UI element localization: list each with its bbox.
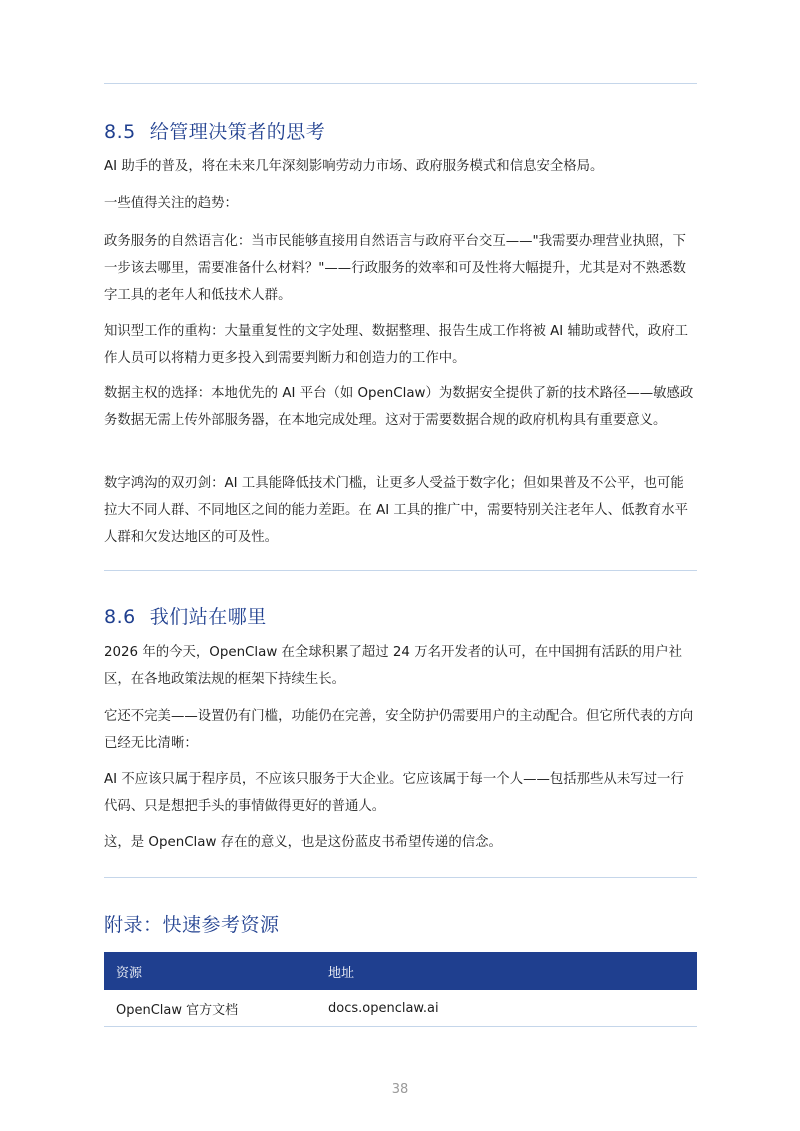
- section-8-5-number: 8.5: [104, 121, 136, 143]
- section-8-6-para-2: 它还不完美——设置仍有门槛，功能仍在完善，安全防护仍需要用户的主动配合。但它所代表的方向已经无比清晰：: [104, 709, 694, 751]
- appendix-divider: [104, 877, 697, 878]
- table-cell-resource: OpenClaw 官方文档: [104, 990, 316, 1027]
- table-cell-address-link[interactable]: docs.openclaw.ai: [316, 990, 697, 1027]
- section-8-6-para-3: AI 不应该只属于程序员，不应该只服务于大企业。它应该属于每一个人——包括那些从未写过一行代码、只是想把手头的事情做得更好的普通人。: [104, 772, 684, 814]
- reference-resources-table: [104, 952, 697, 1027]
- trends-lead: 一些值得关注的趋势：: [104, 196, 238, 211]
- section-8-5-heading: [104, 117, 325, 144]
- trend-data-sovereignty: 数据主权的选择：本地优先的 AI 平台（如 OpenClaw）为数据安全提供了新的技术路径——敏感政务数据无需上传外部服务器，在本地完成处理。这对于需要数据合规的政府机构具有重要意义。: [104, 386, 694, 428]
- page-number: 38: [391, 1082, 409, 1097]
- section-8-6-number: 8.6: [104, 606, 136, 628]
- trend-digital-divide: 数字鸿沟的双刃剑：AI 工具能降低技术门槛，让更多人受益于数字化；但如果普及不公平，也可能拉大不同人群、不同地区之间的能力差距。在 AI 工具的推广中，需要特别关注老年人、低教育水平人群和欠发达地区的可及性。: [104, 476, 689, 545]
- table-header-address: 地址: [316, 952, 697, 990]
- section-8-5-intro: AI 助手的普及，将在未来几年深刻影响劳动力市场、政府服务模式和信息安全格局。: [104, 159, 604, 174]
- section-8-6-divider: [104, 570, 697, 571]
- section-8-6-heading: [104, 602, 267, 629]
- trend-knowledge-work: 知识型工作的重构：大量重复性的文字处理、数据整理、报告生成工作将被 AI 辅助或替代，政府工作人员可以将精力更多投入到需要判断力和创造力的工作中。: [104, 324, 689, 366]
- section-8-6-title: 我们站在哪里: [149, 606, 267, 628]
- table-header-resource: 资源: [104, 952, 316, 990]
- table-row: [104, 990, 697, 1027]
- section-8-5-title: 给管理决策者的思考: [149, 121, 326, 143]
- section-8-6-para-4: 这，是 OpenClaw 存在的意义，也是这份蓝皮书希望传递的信念。: [104, 835, 502, 850]
- top-divider: [104, 83, 697, 84]
- appendix-heading: 附录：快速参考资源: [104, 914, 280, 936]
- section-8-6-para-1: 2026 年的今天，OpenClaw 在全球积累了超过 24 万名开发者的认可，在中国拥有活跃的用户社区，在各地政策法规的框架下持续生长。: [104, 645, 683, 687]
- trend-natural-language-services: 政务服务的自然语言化：当市民能够直接用自然语言与政府平台交互——"我需要办理营业执照，下一步该去哪里，需要准备什么材料？"——行政服务的效率和可及性将大幅提升，尤其是对不熟悉数字工具的老年人和低技术人群。: [104, 234, 686, 303]
- table-header-row: [104, 952, 697, 990]
